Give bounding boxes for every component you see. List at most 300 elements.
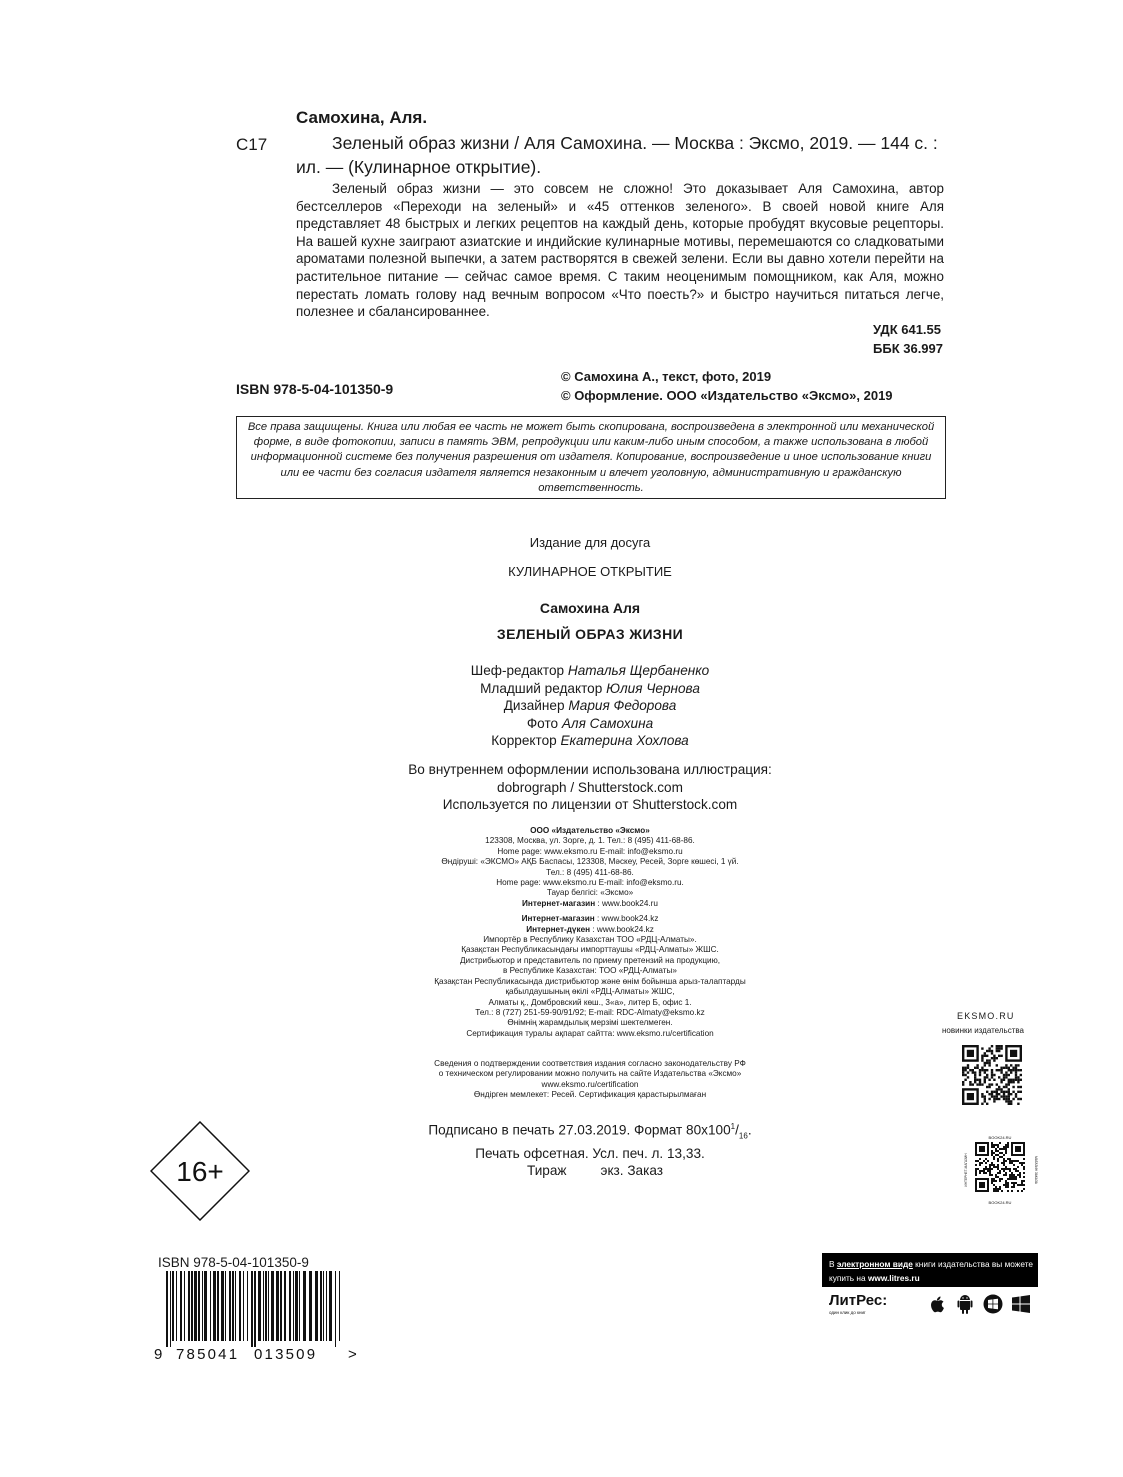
qr-module [993,1156,995,1158]
qr-module [1017,1081,1019,1083]
qr-module [1017,1103,1019,1105]
qr-module [1019,1172,1021,1174]
qr-module [991,1045,993,1047]
publisher-line: Өнімнің жарамдылық мерзімі шектелмеген. [507,1018,673,1028]
qr-module [969,1081,971,1083]
publisher-line: Қазақстан Республикасындағы импорттаушы «РДЦ-Алматы» ЖШС. [461,945,719,955]
qr-module [969,1083,971,1085]
qr-module [993,1098,995,1100]
apple-icon [926,1293,948,1315]
qr-module [1017,1174,1019,1176]
qr-module [964,1067,966,1069]
litres-link-electronic[interactable]: электронном виде [836,1259,913,1269]
qr-module [984,1076,986,1078]
eksmo-caption: новинки издательства [942,1026,1024,1035]
qr-module [995,1166,997,1168]
qr-module [993,1059,995,1061]
qr-module [967,1071,969,1073]
qr-module [1003,1086,1005,1088]
qr-module [983,1160,985,1162]
qr-module [1023,1172,1025,1174]
qr-module [981,1059,983,1061]
barcode-bar [225,1271,226,1341]
rights-notice-box [236,416,946,499]
qr-module [976,1079,978,1081]
qr-module [991,1071,993,1073]
qr-module [985,1172,987,1174]
qr-module [1015,1067,1017,1069]
litres-slogan: один клик до книг [829,1310,866,1315]
qr-module [995,1176,997,1178]
barcode-bar [265,1271,267,1341]
qr-module [1015,1095,1017,1097]
print-signed: Подписано в печать 27.03.2019. Формат 80х100 [428,1122,731,1138]
qr-module [1008,1074,1010,1076]
qr-module [1005,1091,1007,1093]
qr-module [995,1148,997,1150]
qr-module [1012,1086,1014,1088]
qr-module [979,1170,981,1172]
barcode-digits-left: 785041 [176,1346,240,1361]
qr-module [995,1186,997,1188]
qr-module [1008,1067,1010,1069]
catalog-author-heading: Самохина, Аля. [296,108,428,127]
qr-module [984,1098,986,1100]
qr-module [1021,1164,1023,1166]
book-annotation: Зеленый образ жизни — это совсем не сложно! Это доказывает Аля Самохина, автор бестселлеров «Переходи на зеленый» и «45 оттенков зеленого». В своей новой книге Аля представляет 48 быстрых и легких рецептов на каждый день, которые пробудят вкусовые рецепторы. На вашей кухне заиграют азиатские и индийские кулинарные мотивы, перемешаются со сладковатыми ароматами полезной выпечки, а затем растворятся в свежей зелени. Если вы давно хотели перейти на растительное питание — сейчас самое время. С таким неоценимым помощником, как Аля, можно перестать ломать голову над вечным вопросом «Что поесть?» и быстро научиться питаться легче, полезнее и сбалансированнее. [296,181,944,320]
qr-module [998,1098,1000,1100]
qr-module [1001,1162,1003,1164]
qr-module [1008,1103,1010,1105]
qr-module [1007,1186,1009,1188]
qr-module [993,1095,995,1097]
qr-module [997,1176,999,1178]
qr-module [1003,1162,1005,1164]
qr-module [996,1098,998,1100]
qr-module [1008,1093,1010,1095]
qr-module [1000,1095,1002,1097]
copyright-text: © Самохина А., текст, фото, 2019 [561,369,772,384]
barcode-bar [280,1271,282,1341]
qr-module [1013,1174,1015,1176]
qr-module [1000,1055,1002,1057]
qr-module [1000,1071,1002,1073]
qr-module [1001,1168,1003,1170]
qr2-left-label: ИНТЕРНЕТ-МАГАЗИН [964,1153,968,1187]
qr-module [993,1164,995,1166]
format-sub: 16 [738,1131,748,1141]
qr-module [1008,1100,1010,1102]
qr-module [995,1180,997,1182]
publisher-line: қабылдаушының өкілі «РДЦ-Алматы» ЖШС, [505,987,675,997]
qr-module [1009,1176,1011,1178]
qr-module [1008,1081,1010,1083]
credit-name: Екатерина Хохлова [560,733,689,749]
barcode-bar [263,1271,264,1341]
litres-line1 [829,1259,1033,1269]
qr-module [1008,1069,1010,1071]
credit-name: Аля Самохина [561,715,654,731]
format-end: . [747,1122,752,1138]
qr-module [988,1098,990,1100]
qr-module [1005,1150,1007,1152]
qr-module [999,1148,1001,1150]
qr-module [986,1069,988,1071]
shop-label: Интернет-дүкен [526,924,591,934]
publisher-line: Импортёр в Республику Казахстан ТОО «РДЦ-Алматы». [483,935,697,945]
qr-module [995,1150,997,1152]
credit-role: Шеф-редактор [470,663,565,678]
qr-module [1019,1184,1021,1186]
qr-module [1003,1146,1005,1148]
qr-module [984,1071,986,1073]
barcode-bar [243,1271,244,1341]
qr-module [993,1074,995,1076]
copyright-design: © Оформление. ООО «Издательство «Эксмо», 2019 [561,388,893,403]
publisher-line: Өндіруші: «ЭКСМО» АҚБ Баспасы, 123308, Мәскеу, Ресей, Зорге көшесі, 1 үй. [441,857,739,867]
qr-module [988,1050,990,1052]
qr-module [997,1188,999,1190]
qr-module [1005,1146,1007,1148]
qr-module [1012,1081,1014,1083]
qr-module [998,1093,1000,1095]
qr-module [1017,1064,1019,1066]
illustration-credit [0,761,1123,814]
qr-module [1003,1170,1005,1172]
qr-module [981,1170,983,1172]
qr-module [1000,1081,1002,1083]
qr-module [1015,1069,1017,1071]
qr-module [1019,1176,1021,1178]
credit-role: Дизайнер [503,698,565,714]
qr-module [1020,1091,1022,1093]
qr-module [969,1069,971,1071]
litres-text: книги издательства вы можете [912,1259,1034,1269]
qr-module [984,1081,986,1083]
windows-icon [1010,1293,1032,1315]
qr-module [975,1164,977,1166]
credit-line [0,662,1123,680]
qr-module [1003,1158,1005,1160]
qr-module [1009,1168,1011,1170]
qr-module [986,1103,988,1105]
qr-module [1019,1174,1021,1176]
qr-finder [1010,1050,1017,1057]
qr-module [993,1057,995,1059]
qr-module [991,1144,993,1146]
qr-module [999,1142,1001,1144]
barcode-bar [254,1271,256,1347]
qr-module [972,1069,974,1071]
qr-module [1013,1176,1015,1178]
credit-name: Юлия Чернова [606,680,700,696]
barcode-bar [239,1271,241,1341]
qr-module [998,1069,1000,1071]
qr-module [1023,1188,1025,1190]
qr-module [995,1144,997,1146]
qr-module [962,1074,964,1076]
qr-module [991,1076,993,1078]
qr-module [998,1047,1000,1049]
qr-module [962,1067,964,1069]
qr-module [1017,1079,1019,1081]
qr-module [993,1188,995,1190]
barcode-bar [210,1271,211,1341]
qr-module [1007,1184,1009,1186]
qr-module [1010,1103,1012,1105]
qr-module [1015,1170,1017,1172]
qr-module [999,1180,1001,1182]
publisher-line: Сертификация туралы ақпарат сайтта: www.eksmo.ru/certification [466,1028,714,1038]
qr-module [975,1174,977,1176]
qr-module [996,1088,998,1090]
qr-module [989,1166,991,1168]
qr-module [1003,1098,1005,1100]
qr-module [1005,1067,1007,1069]
qr-module [1009,1160,1011,1162]
qr-module [984,1055,986,1057]
print-run-label: Тираж [527,1163,567,1179]
qr-module [1007,1182,1009,1184]
qr-module [999,1178,1001,1180]
age-rating-badge [150,1121,250,1221]
qr-module [993,1158,995,1160]
qr-module [996,1050,998,1052]
qr-module [987,1170,989,1172]
qr-module [1003,1093,1005,1095]
qr-module [1003,1091,1005,1093]
barcode-bar [188,1271,190,1341]
qr-module [996,1064,998,1066]
qr-module [1021,1162,1023,1164]
qr-module [997,1164,999,1166]
qr-module [986,1076,988,1078]
qr-module [1011,1162,1013,1164]
qr-module [964,1069,966,1071]
qr-module [991,1093,993,1095]
qr-module [986,1059,988,1061]
qr-module [974,1081,976,1083]
qr-module [985,1166,987,1168]
qr-module [996,1095,998,1097]
qr-module [977,1160,979,1162]
qr-module [993,1146,995,1148]
series-name: КУЛИНАРНОЕ ОТКРЫТИЕ [508,564,672,579]
qr-module [991,1178,993,1180]
qr-module [1012,1079,1014,1081]
qr-module [1005,1064,1007,1066]
credit-name: Мария Федорова [568,698,677,714]
qr-module [993,1091,995,1093]
qr-module [1005,1148,1007,1150]
qr-module [1003,1074,1005,1076]
qr-module [1017,1069,1019,1071]
qr-module [997,1158,999,1160]
barcode-bar [276,1271,279,1341]
imprint-title: ЗЕЛЕНЫЙ ОБРАЗ ЖИЗНИ [496,626,684,642]
barcode-bar [191,1271,193,1341]
qr-module [991,1095,993,1097]
qr-module [1015,1076,1017,1078]
qr-module [1020,1069,1022,1071]
publisher-line: Тауар белгісі: «Эксмо» [546,888,634,898]
litres-banner [822,1253,1038,1323]
android-icon [954,1293,976,1315]
credit-role: Корректор [491,733,557,749]
qr-module [991,1142,993,1144]
certification-line: Сведения о подтверждении соответствия издания согласно законодательству РФ [434,1059,746,1068]
litres-logo: ЛитРес: [829,1292,888,1309]
qr-module [1010,1069,1012,1071]
illustration-line: Во внутреннем оформлении использована иллюстрация: [408,762,772,777]
qr-module [1023,1180,1025,1182]
qr-module [1013,1164,1015,1166]
qr-module [962,1081,964,1083]
certification-line: www.eksmo.ru/certification [541,1079,639,1089]
qr-module [1008,1091,1010,1093]
qr-module [1021,1182,1023,1184]
qr-module [1013,1184,1015,1186]
qr-module [1017,1091,1019,1093]
qr-module [1005,1074,1007,1076]
publisher-line: Тел.: 8 (495) 411-68-86. [546,867,634,877]
litres-text: купить на [829,1273,868,1283]
qr-module [1012,1098,1014,1100]
qr-module [997,1160,999,1162]
qr-module [983,1168,985,1170]
barcode-bar [284,1271,286,1341]
age-rating-text: 16+ [176,1156,224,1187]
qr-module [1005,1100,1007,1102]
qr-module [1003,1095,1005,1097]
qr-finder [967,1093,974,1100]
qr-module [993,1178,995,1180]
barcode-bar [271,1271,274,1341]
credit-name: Наталья Щербаненко [567,663,710,678]
certification-info [0,1059,1123,1101]
qr-module [995,1154,997,1156]
barcode-bar [299,1271,300,1341]
shop-url: : www.book24.ru [595,898,658,908]
qr-module [988,1062,990,1064]
barcode-bar [303,1271,306,1341]
barcode-bar [217,1271,219,1341]
qr-module [1010,1071,1012,1073]
qr-module [1003,1076,1005,1078]
qr-module [981,1047,983,1049]
qr-module [991,1074,993,1076]
barcode-bar [198,1271,200,1341]
qr-module [998,1086,1000,1088]
barcode-digits-right: 013509 [254,1346,318,1361]
qr-module [972,1083,974,1085]
qr-module [991,1162,993,1164]
bbk-code: ББК 36.997 [873,341,943,356]
qr-module [989,1168,991,1170]
qr-module [979,1081,981,1083]
qr-module [1008,1088,1010,1090]
barcode-bar [180,1271,182,1341]
barcode-bar [176,1271,177,1341]
qr-module [975,1168,977,1170]
qr-module [1000,1067,1002,1069]
barcode-bar [232,1271,234,1341]
qr-module [1007,1168,1009,1170]
qr-module [1015,1176,1017,1178]
qr-module [1011,1178,1013,1180]
qr-module [986,1050,988,1052]
qr-module [1015,1093,1017,1095]
qr-module [993,1055,995,1057]
qr-module [993,1152,995,1154]
edition-type: Издание для досуга [529,535,651,550]
qr-module [991,1164,993,1166]
qr-module [1000,1047,1002,1049]
barcode-bar [339,1271,340,1341]
qr-module [1010,1081,1012,1083]
shop-kz-line [0,914,1123,924]
qr-module [989,1164,991,1166]
barcode-bar [309,1271,312,1341]
qr-module [1020,1074,1022,1076]
qr-module [999,1152,1001,1154]
qr-module [1005,1182,1007,1184]
qr-module [999,1170,1001,1172]
qr-module [985,1168,987,1170]
qr-module [986,1055,988,1057]
barcode-bar [194,1271,197,1341]
qr-module [993,1180,995,1182]
qr-module [1005,1160,1007,1162]
credit-line [0,732,1123,750]
litres-link-url[interactable]: www.litres.ru [867,1273,920,1283]
qr-module [1007,1146,1009,1148]
qr-module [997,1146,999,1148]
qr-module [1009,1158,1011,1160]
barcode-bar [166,1271,168,1347]
qr-finder [979,1146,985,1152]
qr-module [1009,1162,1011,1164]
qr-module [993,1079,995,1081]
qr-module [988,1064,990,1066]
qr-module [1005,1071,1007,1073]
qr-module [981,1103,983,1105]
illustration-line: dobrograph / Shutterstock.com [497,779,683,795]
qr-module [987,1160,989,1162]
litres-line2 [829,1273,920,1283]
qr-module [1017,1076,1019,1078]
qr-module [1023,1168,1025,1170]
qr-module [974,1079,976,1081]
qr-module [1015,1079,1017,1081]
qr-module [1005,1095,1007,1097]
qr-module [999,1188,1001,1190]
qr-module [996,1069,998,1071]
qr-module [1001,1148,1003,1150]
qr-finder [1015,1146,1021,1152]
qr-module [1003,1079,1005,1081]
qr-module [981,1162,983,1164]
qr-module [984,1095,986,1097]
qr-module [1015,1064,1017,1066]
qr-module [1003,1160,1005,1162]
qr-module [1005,1180,1007,1182]
qr-module [981,1083,983,1085]
qr-module [1007,1178,1009,1180]
qr-module [991,1083,993,1085]
certification-line: о техническом регулировании можно получить на сайте Издательства «Эксмо» [438,1069,742,1079]
qr-module [1020,1079,1022,1081]
